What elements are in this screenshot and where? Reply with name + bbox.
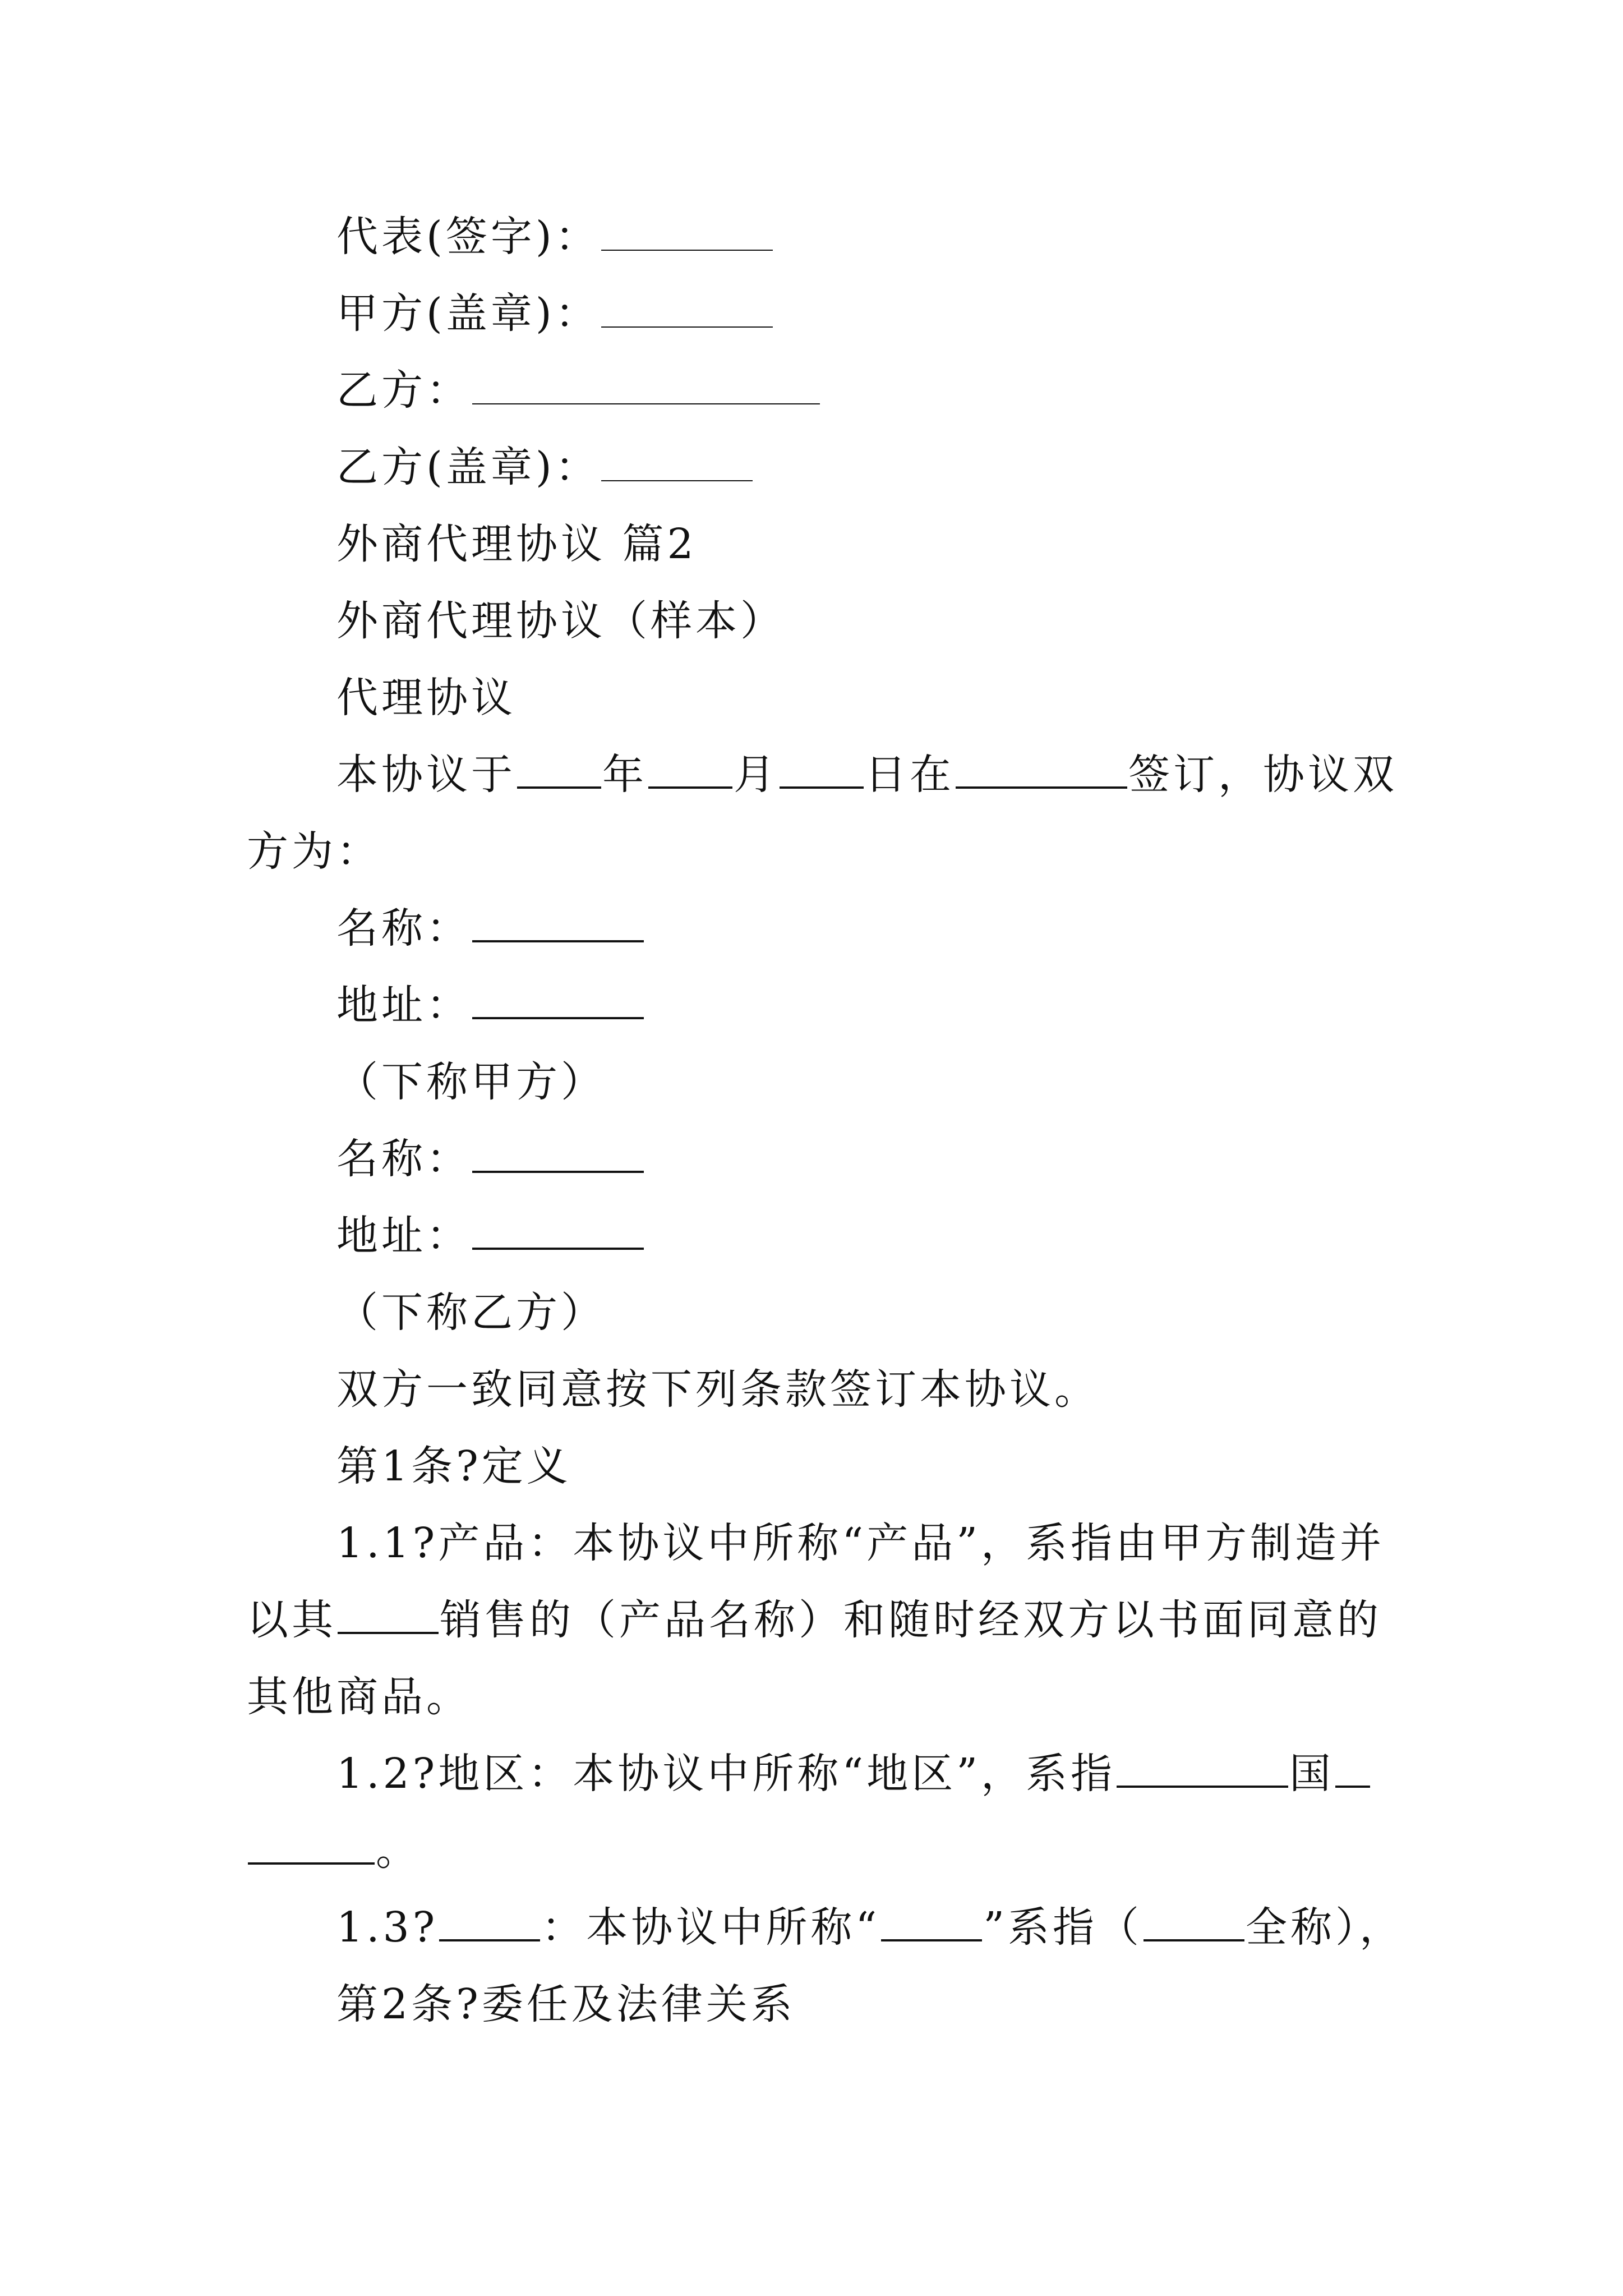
country-label: 国 [1289, 1750, 1335, 1798]
party-b-seal-line [336, 439, 754, 495]
party-a-address-line [336, 977, 645, 1033]
seal-blank [601, 326, 773, 328]
intro-paragraph-line2: 方为： [247, 827, 381, 876]
clause-1-3-text-b: ”系指（ [983, 1903, 1143, 1952]
party-a-name-label: 名称： [336, 904, 471, 953]
month-blank [648, 786, 732, 789]
clause-1-2-line2 [247, 1823, 421, 1879]
intro-text: 本协议于 [336, 751, 516, 799]
region-blank [1335, 1785, 1370, 1788]
term-blank [439, 1939, 540, 1941]
signature-blank [601, 249, 773, 251]
clause-1-3-number: 1.3? [336, 1903, 439, 1952]
day-blank [780, 786, 864, 789]
party-a-seal-line [336, 286, 774, 342]
clause-1-1-line2 [247, 1592, 1382, 1648]
party-a-address-label: 地址： [336, 981, 471, 1029]
address-blank [472, 1016, 644, 1019]
clause-1-2-end: 。 [376, 1826, 421, 1875]
clause-1-3-text-a: ：本协议中所称“ [541, 1903, 880, 1952]
sales-blank [338, 1631, 439, 1634]
representative-signature-line [336, 209, 774, 265]
article-2-heading: 第2条?委任及法律关系 [336, 1980, 796, 2028]
clause-1-3-line [336, 1899, 1404, 1955]
agreement-sample-title: 外商代理协议（样本） [336, 597, 785, 645]
party-b-name-label: 名称： [336, 1135, 471, 1183]
day-place-label: 日在 [865, 751, 955, 799]
name-blank [472, 1170, 644, 1173]
name-blank [472, 940, 644, 942]
clause-1-3-text-c: 全称）， [1246, 1903, 1405, 1952]
intro-paragraph-line1 [336, 747, 1398, 803]
party-b-hereafter: （下称乙方） [336, 1289, 606, 1337]
address-blank [472, 1247, 644, 1250]
party-a-name-line [336, 900, 645, 956]
clause-1-2-line1 [336, 1746, 1371, 1802]
region-blank [248, 1862, 375, 1865]
representative-signature-label: 代表(签字)： [336, 213, 600, 261]
party-b-line [336, 362, 821, 418]
clause-1-1-line1: 1.1?产品：本协议中所称“产品”，系指由甲方制造并 [336, 1519, 1385, 1567]
agreement-title: 代理协议 [336, 674, 516, 722]
party-b-blank [472, 403, 820, 404]
party-b-address-line [336, 1208, 645, 1264]
party-a-hereafter: （下称甲方） [336, 1058, 606, 1106]
agreement-statement: 双方一致同意按下列条款签订本协议。 [336, 1365, 1099, 1414]
seal-blank [601, 480, 753, 481]
party-a-seal-label: 甲方(盖章)： [336, 289, 600, 338]
year-label: 年 [602, 751, 647, 799]
party-b-seal-label: 乙方(盖章)： [336, 443, 600, 491]
year-blank [517, 786, 601, 789]
clause-1-1-text-b: 销售的（产品名称）和随时经双方以书面同意的 [440, 1596, 1382, 1644]
section-heading-part2: 外商代理协议 篇2 [336, 520, 697, 568]
article-1-heading: 第1条?定义 [336, 1442, 571, 1490]
fullname-blank [1144, 1939, 1244, 1941]
term-quoted-blank [881, 1939, 982, 1941]
country-blank [1117, 1785, 1288, 1788]
clause-1-2-text-a: 1.2?地区：本协议中所称“地区”，系指 [336, 1750, 1116, 1798]
place-blank [956, 786, 1127, 789]
intro-sign-text: 签订，协议双 [1128, 751, 1398, 799]
clause-1-1-text-a: 以其 [247, 1596, 336, 1644]
party-b-address-label: 地址： [336, 1212, 471, 1260]
month-label: 月 [734, 751, 778, 799]
party-b-name-line [336, 1131, 645, 1187]
clause-1-1-line3: 其他商品。 [247, 1673, 471, 1721]
party-b-label: 乙方： [336, 366, 471, 415]
